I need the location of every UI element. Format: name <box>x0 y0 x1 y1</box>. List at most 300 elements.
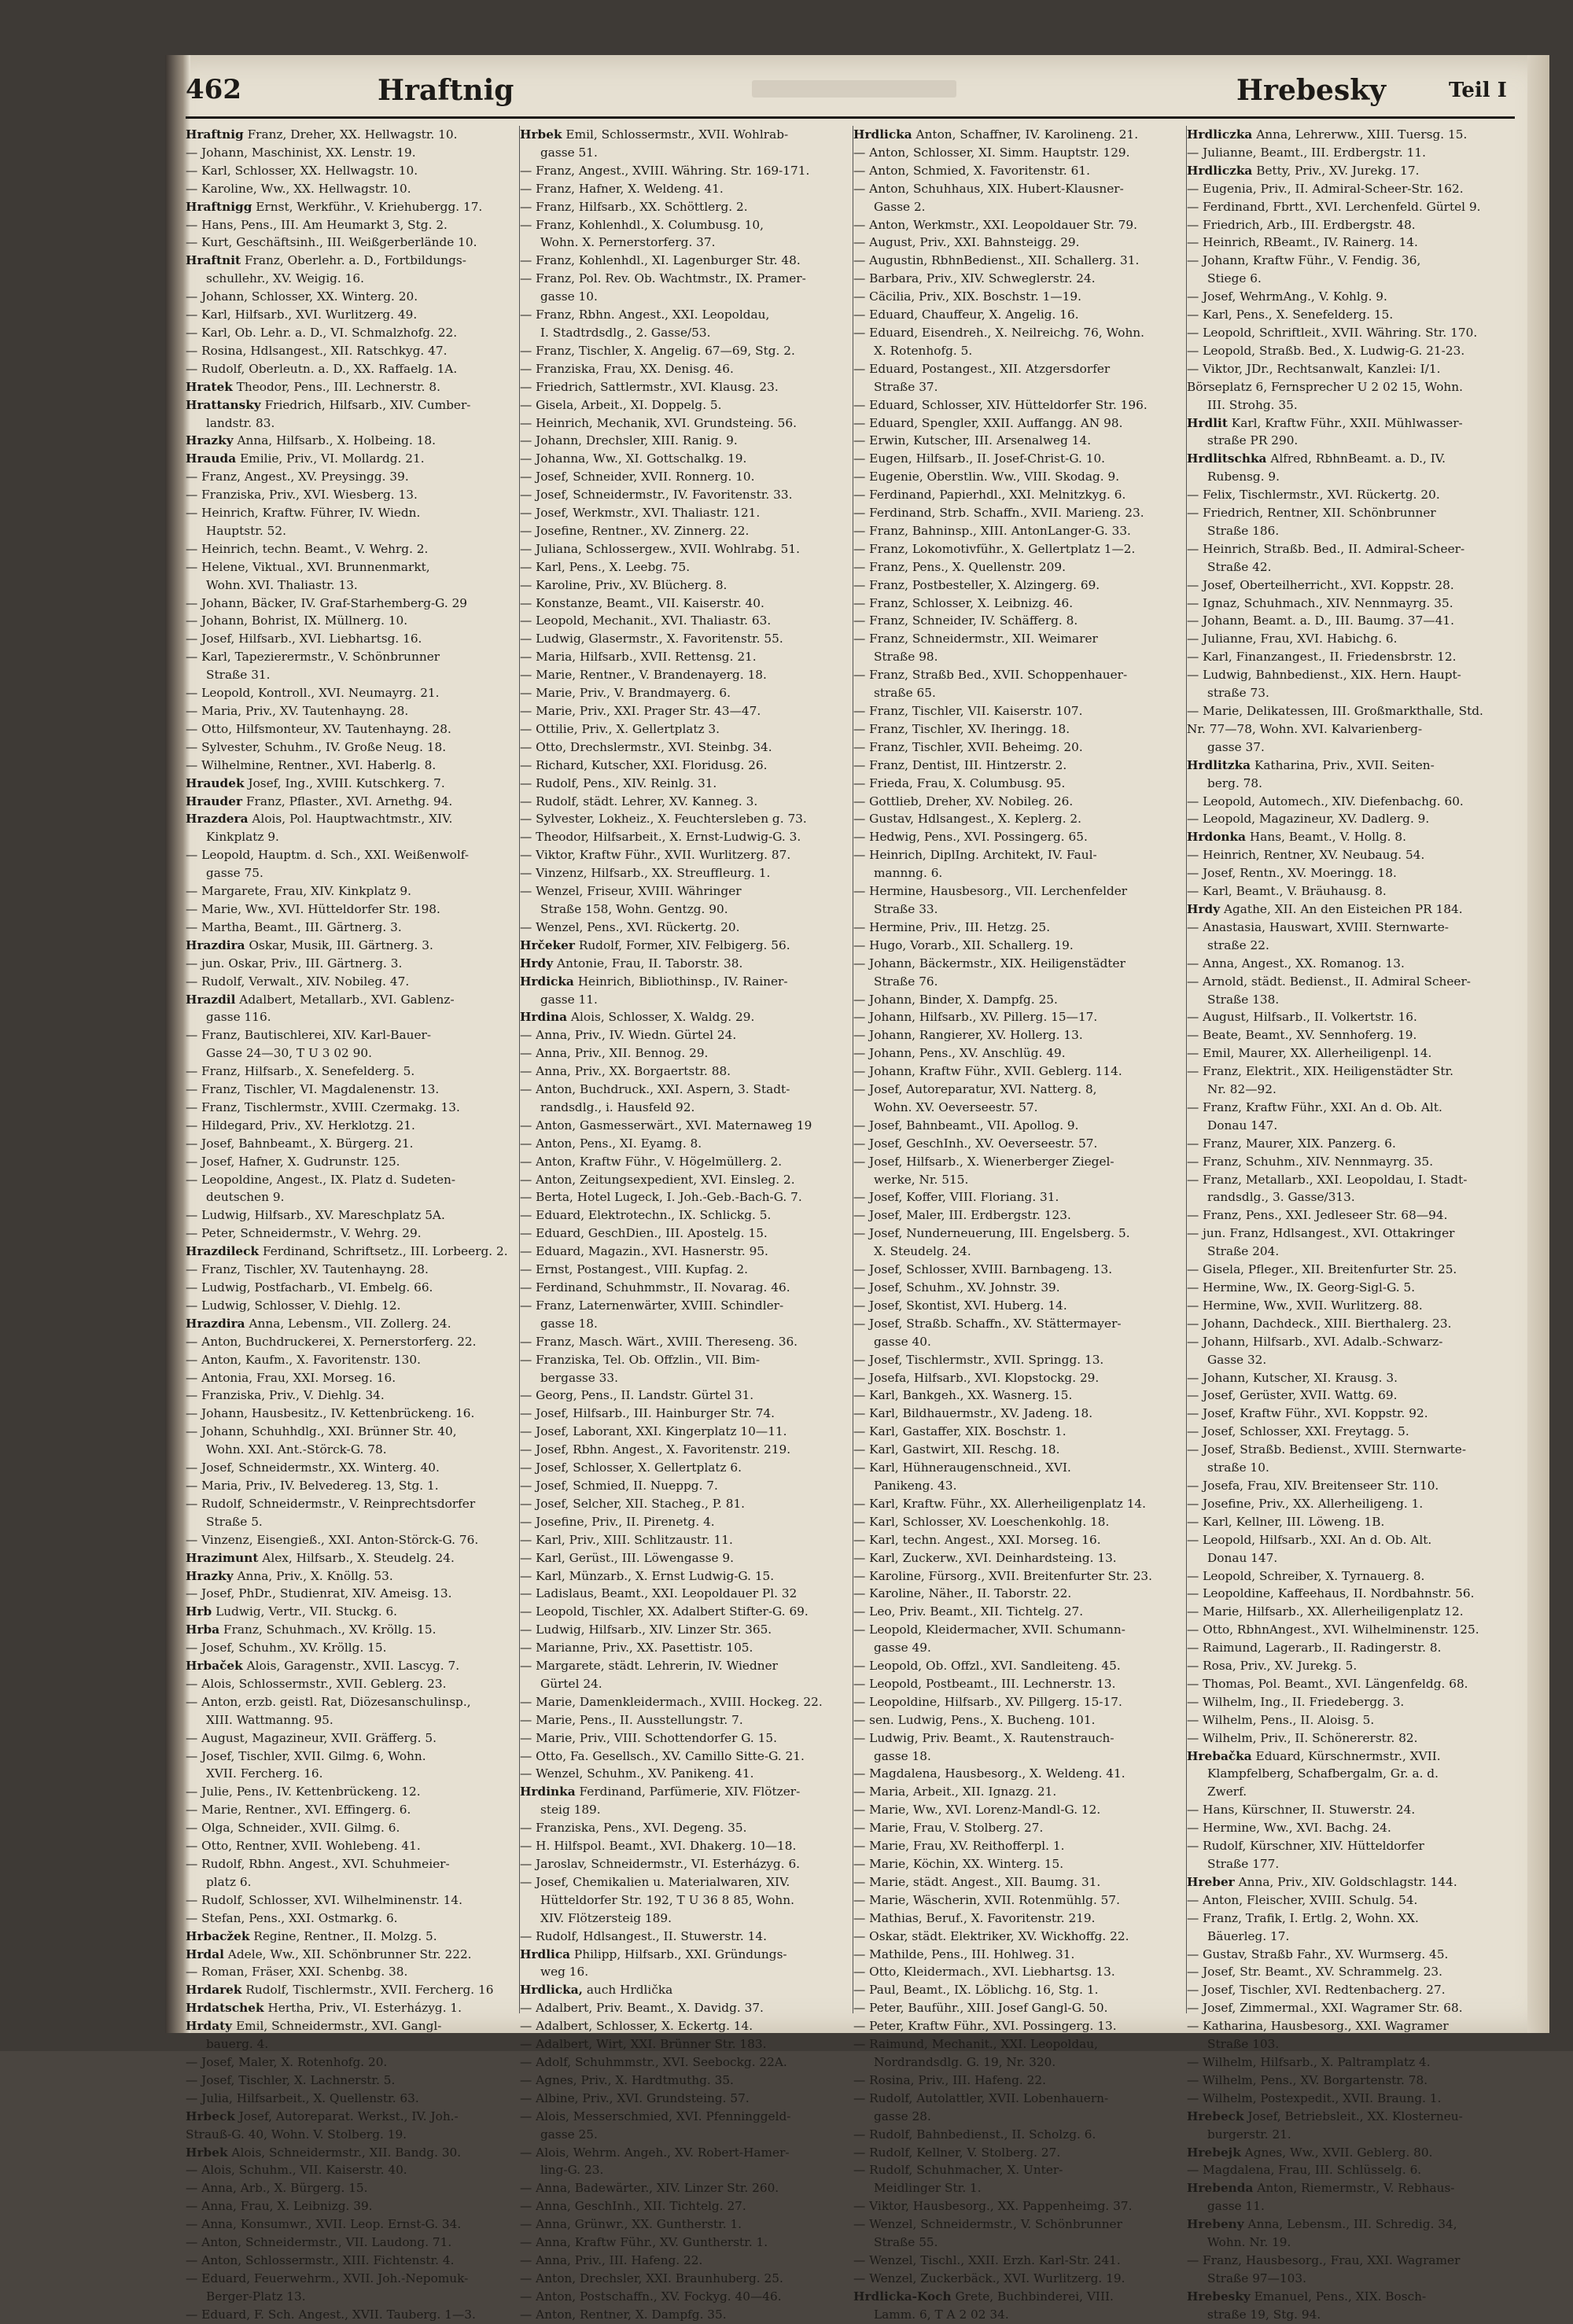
directory-entry <box>1187 720 1509 738</box>
entry-text: — Karl, Schlosser, XX. Hellwagstr. 10. <box>186 163 418 178</box>
entry-text: Oskar, Musik, III. Gärtnerg. 3. <box>245 937 433 952</box>
entry-surname: Hrdliczka <box>1187 127 1253 142</box>
entry-text: — Johann, Maschinist, XX. Lenstr. 19. <box>186 145 416 160</box>
entry-text: — Anna, Grünwr., XX. Guntherstr. 1. <box>520 2217 742 2232</box>
entry-text: — Franz, Pens., XXI. Jedleseer Str. 68—94. <box>1187 1208 1448 1223</box>
entry-surname: Hraftnigg <box>186 199 252 214</box>
directory-entry <box>1187 955 1509 973</box>
directory-entry <box>186 1044 508 1063</box>
entry-text: Nordrandsdlg. G. 19, Nr. 320. <box>874 2054 1056 2069</box>
entry-text: — Ludwig, Bahnbedienst., XIX. Hern. Haupt- <box>1187 668 1461 683</box>
entry-surname: Hraftnig <box>186 127 244 142</box>
directory-entry <box>853 1188 1176 1206</box>
directory-entry <box>853 1675 1176 1693</box>
entry-text: — Roman, Fräser, XXI. Schenbg. 38. <box>186 1965 408 1980</box>
directory-entry <box>1187 1206 1509 1225</box>
directory-entry <box>853 1333 1176 1351</box>
right-headword: Hrebesky <box>1236 74 1387 107</box>
directory-entry <box>186 486 508 504</box>
directory-entry <box>520 1153 842 1171</box>
directory-entry <box>520 757 842 775</box>
directory-entry <box>520 630 842 648</box>
directory-entry <box>520 1405 842 1423</box>
directory-entry <box>853 2053 1176 2072</box>
directory-entry <box>186 1981 508 1999</box>
directory-entry <box>853 1477 1176 1495</box>
directory-entry <box>186 1441 508 1459</box>
entry-text: — Wenzel, Zuckerbäck., XVI. Wurlitzerg. 19. <box>853 2271 1125 2285</box>
entry-text: — Otto, Kleidermach., XVI. Liebhartsg. 13. <box>853 1965 1115 1980</box>
entry-text: — Anton, Werkmstr., XXI. Leopoldauer Str. 79. <box>853 217 1137 232</box>
entry-text: — Ludwig, Postfacharb., VI. Embelg. 66. <box>186 1280 433 1295</box>
entry-surname: Hrazdileck <box>186 1244 260 1259</box>
directory-entry <box>1187 1459 1509 1477</box>
entry-text: — Oskar, städt. Elektriker, XV. Wickhoffg. 22. <box>853 1928 1129 1943</box>
entry-text: — Josef, Kraftw Führ., XVI. Koppstr. 92. <box>1187 1406 1428 1421</box>
entry-text: — Eduard, Spengler, XXII. Auffangg. AN 98. <box>853 415 1123 430</box>
entry-text: — Wilhelmine, Rentner., XVI. Haberlg. 8. <box>186 757 437 772</box>
entry-text: — Beate, Beamt., XV. Sennhoferg. 19. <box>1187 1028 1417 1043</box>
directory-entry <box>853 1387 1176 1405</box>
entry-text: — Josef, Schneidermstr., XX. Winterg. 40. <box>186 1460 440 1475</box>
entry-text: — Maria, Arbeit., XII. Ignazg. 21. <box>853 1784 1057 1799</box>
directory-entry <box>1187 1243 1509 1261</box>
directory-entry <box>1187 2072 1509 2090</box>
entry-surname: Hrazky <box>186 1568 234 1583</box>
entry-text: — Franz, Tischlermstr., XVIII. Czermakg. 13. <box>186 1099 460 1114</box>
directory-entry <box>520 1928 842 1946</box>
directory-entry <box>1187 234 1509 252</box>
entry-text: straße 19, Stg. 94. <box>1207 2307 1321 2322</box>
directory-entry <box>186 540 508 558</box>
directory-entry <box>520 864 842 882</box>
directory-entry <box>1187 2090 1509 2108</box>
directory-entry <box>1187 595 1509 613</box>
entry-text: — Franz, Laternenwärter, XVIII. Schindler- <box>520 1298 784 1313</box>
entry-text: — Karl, Priv., XIII. Schlitzaustr. 11. <box>520 1532 733 1547</box>
entry-text: — Wenzel, Tischl., XXII. Erzh. Karl-Str. 241. <box>853 2252 1121 2267</box>
entry-text: gasse 18. <box>874 1748 931 1763</box>
entry-text: — Adolf, Schuhmmstr., XVI. Seebockg. 22A. <box>520 2054 787 2069</box>
directory-entry <box>186 1008 508 1026</box>
entry-text: Wohn. XXI. Ant.-Störck-G. 78. <box>206 1442 387 1457</box>
entry-text: Anna, Priv., X. Knöllg. 53. <box>233 1568 393 1583</box>
directory-entry <box>520 1188 842 1206</box>
directory-entry <box>186 360 508 378</box>
directory-entry <box>853 1063 1176 1081</box>
directory-entry <box>520 270 842 288</box>
entry-text: gasse 51. <box>540 145 598 160</box>
entry-text: — Ludwig, Schlosser, V. Diehlg. 12. <box>186 1298 401 1313</box>
entry-text: — Johann, Hausbesitz., IV. Kettenbrückeng. 16. <box>186 1406 475 1421</box>
entry-text: — Hermine, Priv., III. Hetzg. 25. <box>853 919 1051 934</box>
directory-entry <box>1187 432 1509 450</box>
entry-surname: Hrdy <box>520 956 554 970</box>
entry-text: — Vinzenz, Eisengieß., XXI. Anton-Störck-G. 76. <box>186 1532 479 1547</box>
entry-text: X. Rotenhofg. 5. <box>874 343 973 358</box>
entry-text: Alois, Schneidermstr., XII. Bandg. 30. <box>227 2145 462 2160</box>
entry-text: — Anton, Buchdruckerei, X. Pernerstorferg. 22. <box>186 1334 477 1349</box>
directory-entry <box>853 1855 1176 1873</box>
entry-text: — Josef, Rbhn. Angest., X. Favoritenstr. 219. <box>520 1442 791 1457</box>
directory-entry <box>1187 684 1509 702</box>
directory-entry <box>520 1459 842 1477</box>
directory-entry <box>1187 450 1509 468</box>
entry-text: — Konstanze, Beamt., VII. Kaiserstr. 40. <box>520 595 764 610</box>
directory-entry <box>520 1783 842 1801</box>
entry-text: — Johann, Bäcker, IV. Graf-Starhemberg-G. 29 <box>186 595 468 610</box>
entry-text: — Julianne, Beamt., III. Erdbergstr. 11. <box>1187 145 1426 160</box>
directory-entry <box>1187 1748 1509 1766</box>
directory-entry <box>186 595 508 613</box>
entry-text: — Kurt, Geschäftsinh., III. Weißgerberlände 10. <box>186 235 477 250</box>
entry-text: Straße 37. <box>874 379 938 394</box>
entry-text: randsdlg., 3. Gasse/313. <box>1207 1190 1355 1205</box>
directory-entry <box>1187 775 1509 793</box>
entry-text: — Wenzel, Schuhm., XV. Panikeng. 41. <box>520 1766 754 1781</box>
entry-text: — Johann, Pens., XV. Anschlüg. 49. <box>853 1046 1066 1061</box>
entry-text: — Leopold, Mechanit., XVI. Thaliastr. 63. <box>520 613 772 628</box>
directory-entry <box>186 1459 508 1477</box>
entry-text: — Julia, Hilfsarbeit., X. Quellenstr. 63. <box>186 2090 419 2105</box>
entry-text: — Eduard, Eisendreh., X. Neilreichg. 76, Wohn. <box>853 325 1145 340</box>
entry-text: straße PR 290. <box>1207 433 1299 448</box>
entry-text: — Richard, Kutscher, XXI. Floridusg. 26. <box>520 757 768 772</box>
directory-entry <box>520 2108 842 2126</box>
entry-text: — Franz, Metallarb., XXI. Leopoldau, I. Stadt- <box>1187 1172 1468 1187</box>
directory-entry <box>520 1891 842 1910</box>
directory-entry <box>1187 1008 1509 1026</box>
directory-entry <box>853 270 1176 288</box>
directory-entry <box>186 1855 508 1873</box>
entry-text: — Karl, Bankgeh., XX. Wasnerg. 15. <box>853 1388 1073 1403</box>
entry-text: Regine, Rentner., II. Molzg. 5. <box>249 1928 437 1943</box>
entry-text: — Anton, Schlossermstr., XIII. Fichtenstr. 4. <box>186 2252 455 2267</box>
directory-entry <box>186 2108 508 2126</box>
entry-text: — Sylvester, Lokheiz., X. Feuchtersleben g. 73. <box>520 812 807 827</box>
directory-entry <box>853 1963 1176 1981</box>
directory-entry <box>1187 1837 1509 1855</box>
entry-text: gasse 49. <box>874 1641 931 1656</box>
entry-text: — Theodor, Hilfsarbeit., X. Ernst-Ludwig-G. 3. <box>520 830 801 845</box>
directory-entry <box>186 2053 508 2072</box>
directory-entry <box>520 937 842 955</box>
entry-text: — Franziska, Priv., V. Diehlg. 34. <box>186 1388 385 1403</box>
entry-text: — Leopold, Magazineur, XV. Dadlerg. 9. <box>1187 812 1430 827</box>
directory-entry <box>853 1441 1176 1459</box>
entry-surname: Hrazdera <box>186 812 249 827</box>
directory-entry <box>853 1928 1176 1946</box>
directory-entry <box>520 396 842 414</box>
entry-text: — Heinrich, DiplIng. Architekt, IV. Faul- <box>853 848 1097 863</box>
entry-text: — Mathilde, Pens., III. Hohlweg. 31. <box>853 1946 1075 1961</box>
directory-entry <box>853 1657 1176 1675</box>
entry-text: — Rudolf, Kellner, V. Stolberg. 27. <box>853 2145 1061 2160</box>
entry-text: — Josef, Hilfsarb., XVI. Liebhartsg. 16. <box>186 632 422 646</box>
directory-entry <box>186 1135 508 1153</box>
directory-entry <box>853 468 1176 486</box>
entry-text: Rudolf, Tischlermstr., XVII. Fercherg. 16 <box>241 1983 494 1998</box>
entry-text: — Wilhelm, Ing., II. Friedebergg. 3. <box>1187 1694 1405 1709</box>
entry-text: — Marie, Priv., VIII. Schottendorfer G. 15. <box>520 1730 777 1745</box>
directory-entry <box>1187 919 1509 937</box>
entry-text: Donau 147. <box>1207 1550 1278 1565</box>
directory-entry <box>853 1135 1176 1153</box>
entry-text: — Eugenia, Priv., II. Admiral-Scheer-Str. 162. <box>1187 181 1464 196</box>
directory-entry <box>1187 2270 1509 2288</box>
entry-text: — Marie, Priv., V. Brandmayerg. 6. <box>520 686 731 701</box>
directory-entry <box>1187 1981 1509 1999</box>
entry-text: Anna, Lebensm., VII. Zollerg. 24. <box>245 1316 451 1331</box>
directory-entry <box>1187 882 1509 901</box>
directory-entry <box>853 1585 1176 1603</box>
directory-entry <box>853 1405 1176 1423</box>
directory-entry <box>853 2017 1176 2035</box>
directory-entry <box>1187 1729 1509 1748</box>
entry-text: Straße 204. <box>1207 1244 1280 1259</box>
entry-text: — Berta, Hotel Lugeck, I. Joh.-Geb.-Bach-G. 7. <box>520 1190 802 1205</box>
directory-entry <box>186 1819 508 1837</box>
directory-entry <box>1187 1297 1509 1315</box>
entry-text: — Ferdinand, Schuhmmstr., II. Novarag. 46. <box>520 1280 790 1295</box>
entry-text: bauerg. 4. <box>206 2037 269 2052</box>
entry-surname: Hrazky <box>186 433 234 448</box>
entry-text: — Marie, Rentner., XVI. Effingerg. 6. <box>186 1803 411 1818</box>
directory-entry <box>520 738 842 757</box>
entry-text: Straße 42. <box>1207 559 1272 574</box>
directory-entry <box>520 1963 842 1981</box>
entry-text: Friedrich, Hilfsarb., XIV. Cumber- <box>260 397 471 412</box>
directory-column-2 <box>519 126 842 2322</box>
entry-text: Panikeng. 43. <box>874 1478 957 1493</box>
entry-text: — Leopold, Kontroll., XVI. Neumayrg. 21. <box>186 686 440 701</box>
entry-text: — Margarete, städt. Lehrerin, IV. Wiedner <box>520 1659 778 1674</box>
entry-text: straße 22. <box>1207 937 1269 952</box>
directory-entry <box>186 252 508 270</box>
directory-entry <box>1187 162 1509 180</box>
entry-text: straße 65. <box>874 686 936 701</box>
entry-surname: Hrauda <box>186 451 237 466</box>
directory-entry <box>853 2072 1176 2090</box>
directory-entry <box>853 1044 1176 1063</box>
directory-entry <box>520 1855 842 1873</box>
entry-text: — Franz, Masch. Wärt., XVIII. Thereseng. 36. <box>520 1334 798 1349</box>
directory-entry <box>186 1963 508 1981</box>
entry-text: — Martha, Beamt., III. Gärtnerg. 3. <box>186 919 402 934</box>
entry-text: — Raimund, Mechanit., XXI. Leopoldau, <box>853 2037 1098 2052</box>
directory-entry <box>853 234 1176 252</box>
entry-text: — Adalbert, Priv. Beamt., X. Davidg. 37. <box>520 2001 764 2016</box>
directory-entry <box>520 450 842 468</box>
entry-text: — Arnold, städt. Bedienst., II. Admiral Scheer- <box>1187 974 1471 989</box>
entry-text: — Alois, Messerschmied, XVI. Pfenninggeld- <box>520 2109 791 2123</box>
directory-entry <box>186 882 508 901</box>
directory-column-3 <box>853 126 1176 2322</box>
entry-surname: Hrdlit <box>1187 415 1228 430</box>
entry-text: — Anna, Badewärter., XIV. Linzer Str. 260. <box>520 2181 779 2196</box>
entry-text: — Josef, WehrmAng., V. Kohlg. 9. <box>1187 289 1387 304</box>
entry-text: burgerstr. 21. <box>1207 2127 1291 2142</box>
entry-text: — Karoline, Priv., XV. Blücherg. 8. <box>520 577 728 592</box>
entry-text: — Johann, Schlosser, XX. Winterg. 20. <box>186 289 418 304</box>
entry-text: — Franz, Hilfsarb., XX. Schöttlerg. 2. <box>520 199 748 214</box>
entry-text: bergasse 33. <box>540 1370 619 1385</box>
entry-text: — Rudolf, Kürschner, XIV. Hütteldorfer <box>1187 1839 1424 1854</box>
entry-text: — Gisela, Pfleger., XII. Breitenfurter Str. 25. <box>1187 1262 1457 1277</box>
directory-entry <box>853 2179 1176 2197</box>
entry-surname: Hrčeker <box>520 937 575 952</box>
entry-surname: Hrdina <box>520 1010 568 1025</box>
entry-text: XVII. Fercherg. 16. <box>206 1766 323 1781</box>
directory-entry <box>520 522 842 540</box>
entry-text: Ferdinand, Schriftsetz., III. Lorbeerg. 2. <box>259 1244 508 1259</box>
directory-entry <box>520 1999 842 2017</box>
directory-entry <box>520 973 842 991</box>
directory-entry <box>853 1603 1176 1621</box>
entry-text: Emilie, Priv., VI. Mollardg. 21. <box>236 451 425 466</box>
entry-text: — Viktor, JDr., Rechtsanwalt, Kanzlei: I/1. <box>1187 361 1441 376</box>
directory-entry <box>186 306 508 324</box>
directory-entry <box>853 1495 1176 1513</box>
directory-entry <box>853 846 1176 864</box>
entry-text: — sen. Ludwig, Pens., X. Bucheng. 101. <box>853 1712 1096 1727</box>
entry-text: — Rudolf, städt. Lehrer, XV. Kanneg. 3. <box>520 794 758 808</box>
entry-text: — Anton, Schneidermstr., VII. Laudong. 71. <box>186 2235 452 2250</box>
directory-entry <box>186 1910 508 1928</box>
entry-text: — Eugenie, Oberstlin. Ww., VIII. Skodag. 9. <box>853 470 1120 484</box>
directory-entry <box>520 144 842 162</box>
entry-text: — Marie, Priv., XXI. Prager Str. 43—47. <box>520 704 761 718</box>
directory-entry <box>1187 1531 1509 1549</box>
entry-text: Heinrich, Bibliothinsp., IV. Rainer- <box>573 974 788 989</box>
entry-text: — Franziska, Priv., XVI. Wiesberg. 13. <box>186 488 418 503</box>
entry-text: — Rudolf, Verwalt., XIV. Nobileg. 47. <box>186 974 410 989</box>
directory-entry <box>186 1765 508 1783</box>
directory-entry <box>520 1099 842 1117</box>
entry-text: — Johann, Bohrist, IX. Müllnerg. 10. <box>186 613 408 628</box>
entry-text: auch Hrdlička <box>582 1983 673 1998</box>
entry-text: — Josef, Schlosser, XVIII. Barnbageng. 13. <box>853 1262 1113 1277</box>
directory-entry <box>853 919 1176 937</box>
directory-entry <box>853 252 1176 270</box>
entry-text: — Karl, Kraftw. Führ., XX. Allerheiligenplatz 14. <box>853 1496 1147 1511</box>
entry-text: — Marie, Hilfsarb., XX. Allerheiligenplatz 12. <box>1187 1604 1464 1619</box>
entry-text: — Leopoldine, Kaffeehaus, II. Nordbahnstr. 56. <box>1187 1586 1475 1601</box>
directory-entry <box>1187 1441 1509 1459</box>
directory-entry <box>186 2144 508 2162</box>
directory-entry <box>520 1297 842 1315</box>
entry-text: — Leopold, Schreiber, X. Tyrnauerg. 8. <box>1187 1568 1425 1583</box>
directory-entry <box>186 2215 508 2234</box>
directory-entry <box>186 432 508 450</box>
directory-entry <box>1187 270 1509 288</box>
entry-text: — Anton, erzb. geistl. Rat, Diözesanschulinsp., <box>186 1694 471 1709</box>
directory-entry <box>186 342 508 360</box>
entry-text: — Marie, Damenkleidermach., XVIII. Hockeg. 22. <box>520 1694 823 1709</box>
entry-surname: Hrebačka <box>1187 1748 1252 1763</box>
entry-text: — Anton, Schmied, X. Favoritenstr. 61. <box>853 163 1090 178</box>
entry-text: X. Steudelg. 24. <box>874 1244 971 1259</box>
entry-text: Alex, Hilfsarb., X. Steudelg. 24. <box>258 1550 455 1565</box>
entry-text: — Josef, Werkmstr., XVI. Thaliastr. 121. <box>520 506 761 521</box>
entry-text: — Franz, Kohlenhdl., XI. Lagenburger Str. 48. <box>520 253 801 268</box>
entry-text: — Josef, Zimmermal., XXI. Wagramer Str. 68. <box>1187 2001 1463 2016</box>
directory-entry <box>1187 2017 1509 2035</box>
entry-text: mannng. 6. <box>874 866 943 881</box>
directory-entry <box>186 1783 508 1801</box>
directory-entry <box>186 1531 508 1549</box>
directory-entry <box>186 1639 508 1657</box>
entry-text: — Karl, Tapezierermstr., V. Schönbrunner <box>186 650 440 665</box>
directory-entry <box>853 937 1176 955</box>
directory-entry <box>186 810 508 828</box>
directory-entry <box>520 1693 842 1711</box>
directory-entry <box>1187 1135 1509 1153</box>
entry-text: — Franziska, Tel. Ob. Offzlin., VII. Bim- <box>520 1352 761 1367</box>
directory-entry <box>853 1837 1176 1855</box>
entry-text: Gasse 2. <box>874 199 926 214</box>
entry-text: — Anton, Kraftw Führ., V. Högelmüllerg. 2. <box>520 1154 783 1169</box>
directory-entry <box>186 558 508 576</box>
directory-entry <box>853 738 1176 757</box>
directory-entry <box>1187 1675 1509 1693</box>
entry-surname: Hrazdira <box>186 937 245 952</box>
directory-entry <box>186 1837 508 1855</box>
entry-text: — Karl, Schlosser, XV. Loeschenkohlg. 18. <box>853 1514 1110 1529</box>
entry-text: Wohn. XVI. Thaliastr. 13. <box>206 577 358 592</box>
entry-text: I. Stadtrdsdlg., 2. Gasse/53. <box>540 325 711 340</box>
entry-text: — Hermine, Hausbesorg., VII. Lerchenfelder <box>853 884 1128 899</box>
entry-text: — Karl, techn. Angest., XXI. Morseg. 16. <box>853 1532 1101 1547</box>
directory-entry <box>520 2090 842 2108</box>
entry-text: — Josef, Rentn., XV. Moeringg. 18. <box>1187 866 1397 881</box>
directory-entry <box>520 1063 842 1081</box>
directory-entry <box>1187 414 1509 433</box>
directory-entry <box>1187 1333 1509 1351</box>
directory-entry <box>1187 576 1509 595</box>
entry-text: — Rosina, Hdlsangest., XII. Ratschkyg. 47. <box>186 343 448 358</box>
directory-entry <box>520 702 842 720</box>
directory-entry <box>1187 342 1509 360</box>
directory-entry <box>1187 1171 1509 1189</box>
directory-entry <box>186 1513 508 1531</box>
entry-text: Alois, Garagenstr., XVII. Lascyg. 7. <box>242 1659 460 1674</box>
directory-entry <box>186 2179 508 2197</box>
directory-entry <box>1187 1477 1509 1495</box>
entry-text: Anna, Lehrerww., XIII. Tuersg. 15. <box>1252 127 1468 142</box>
entry-text: Agathe, XII. An den Eisteichen PR 184. <box>1220 901 1463 916</box>
directory-entry <box>520 1567 842 1586</box>
entry-text: — Marianne, Priv., XX. Pasettistr. 105. <box>520 1641 753 1656</box>
directory-entry <box>1187 1910 1509 1928</box>
directory-entry <box>186 1549 508 1567</box>
entry-text: Emanuel, Pens., XIX. Bosch- <box>1250 2289 1427 2304</box>
entry-text: Hans, Beamt., V. Hollg. 8. <box>1246 830 1406 845</box>
directory-entry <box>186 288 508 306</box>
entry-text: Straße 55. <box>874 2235 938 2250</box>
directory-entry <box>1187 1765 1509 1783</box>
entry-surname: Hrbek <box>186 2145 228 2160</box>
directory-entry <box>186 1279 508 1297</box>
directory-entry <box>1187 1891 1509 1910</box>
entry-text: — Marie, städt. Angest., XII. Baumg. 31. <box>853 1874 1101 1889</box>
directory-entry <box>186 1873 508 1891</box>
directory-entry <box>520 1261 842 1279</box>
directory-entry <box>186 1657 508 1675</box>
entry-text: Stiege 6. <box>1207 271 1262 286</box>
entry-text: gasse 11. <box>540 992 598 1007</box>
directory-entry <box>1187 1099 1509 1117</box>
